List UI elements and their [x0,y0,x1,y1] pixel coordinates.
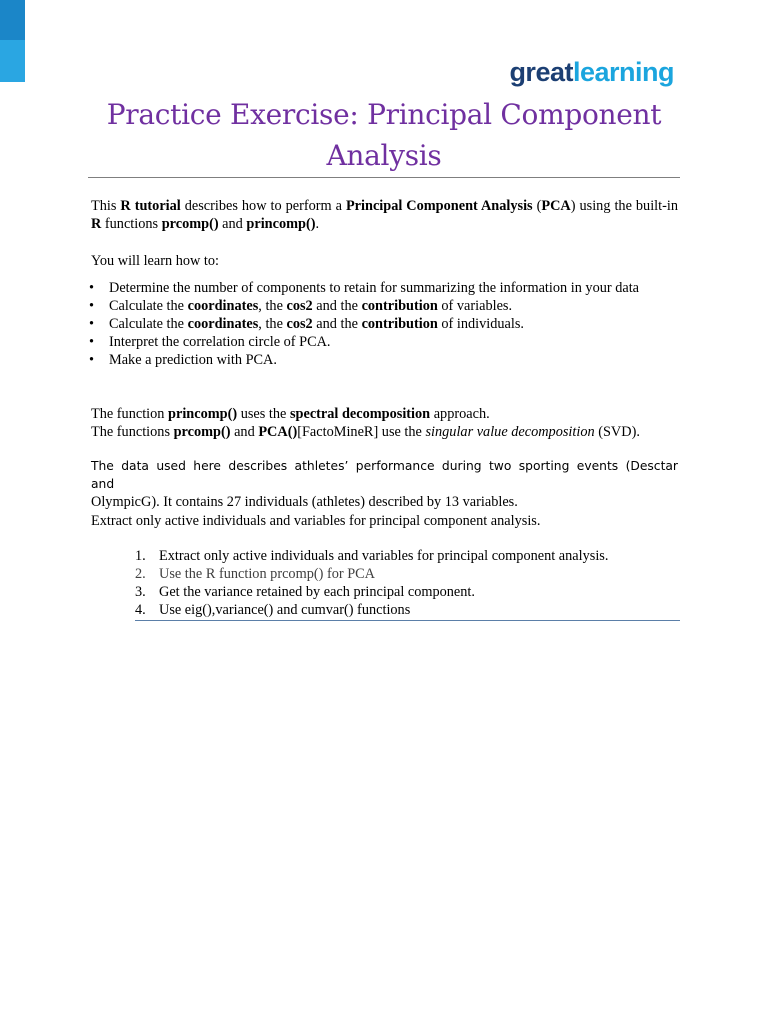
intro-text: . [315,216,320,232]
step-number: 1. [135,548,146,564]
step-item [135,601,680,619]
functions-text: [FactoMineR] use the [297,424,426,440]
exercise-steps-list [135,547,680,619]
step-item [135,583,680,601]
list-item-text: , the [258,298,287,314]
intro-bold: R tutorial [120,198,181,214]
step-number: 2. [135,566,146,582]
list-item-text: Calculate the [109,298,188,314]
list-item-bold: coordinates [187,298,259,314]
step-item [135,547,680,565]
functions-bold: spectral decomposition [289,406,431,422]
step-text: Extract only active individuals and variables for principal component analysis. [159,548,609,564]
data-description-line-1: The data used here describes athletes’ performance during two sporting events (Desctar and [91,459,678,491]
intro-bold: princomp() [246,216,316,232]
functions-text: The functions [91,424,174,440]
list-item-bold: coordinates [187,316,259,332]
title-line-1: Practice Exercise: Principal Component [106,98,662,131]
intro-bold: prcomp() [161,216,219,232]
intro-paragraph [91,197,678,233]
step-number: 3. [135,584,146,600]
logo-great: great [509,57,573,87]
list-item-text: and the [312,316,362,332]
bullet-icon: • [89,280,95,296]
list-item-text: of individuals. [437,316,525,332]
list-item-text: Interpret the correlation circle of PCA. [109,334,331,350]
list-item-text: and the [312,298,362,314]
list-item [91,351,691,369]
intro-text: ) using the built-in [570,198,678,214]
bullet-icon: • [89,334,95,350]
list-item-bold: contribution [361,298,438,314]
list-item-text: Determine the number of components to retain for summarizing the information in your data [109,280,640,296]
intro-text: and [218,216,247,232]
accent-bar-dark [0,0,25,40]
bullet-icon: • [89,352,95,368]
learn-heading: You will learn how to: [91,253,220,269]
extract-paragraph: Extract only active individuals and variables for principal component analysis. [91,513,541,529]
functions-bold: PCA() [258,424,298,440]
step-text: Use eig(),variance() and cumvar() functions [159,602,411,618]
step-item [135,565,680,583]
data-description-line-2: OlympicG). It contains 27 individuals (athletes) described by 13 variables. [91,494,518,510]
title-line-2: Analysis [326,139,442,172]
list-item-bold: cos2 [286,316,313,332]
list-item-text: of variables. [437,298,513,314]
functions-text: uses the [237,406,290,422]
intro-text: functions [101,216,162,232]
title-divider [88,177,680,178]
functions-bold: princomp() [168,406,238,422]
list-item [91,279,691,297]
functions-line-2 [91,423,678,441]
accent-bar-light [0,40,25,82]
intro-text: ( [532,198,542,214]
list-item [91,297,691,315]
list-item-text: , the [258,316,287,332]
steps-divider [135,620,680,621]
data-description [91,457,678,511]
step-number: 4. [135,602,146,618]
list-item-bold: cos2 [286,298,313,314]
page-title [88,94,680,176]
step-text: Get the variance retained by each principal component. [159,584,475,600]
intro-bold: Principal Component Analysis [345,198,533,214]
list-item [91,333,691,351]
functions-bold: prcomp() [173,424,231,440]
step-text: Use the R function prcomp() for PCA [159,566,376,582]
functions-line-1 [91,405,678,423]
list-item-bold: contribution [361,316,438,332]
greatlearning-logo [509,56,674,88]
functions-italic: singular value decomposition [425,424,595,440]
intro-bold: PCA [541,198,571,214]
list-item-text: Make a prediction with PCA. [109,352,277,368]
functions-text: The function [91,406,169,422]
bullet-icon: • [89,316,95,332]
intro-text: describes how to perform a [180,198,346,214]
bullet-icon: • [89,298,95,314]
intro-text: This [91,198,121,214]
functions-text: approach. [430,406,490,422]
list-item-text: Calculate the [109,316,188,332]
functions-text: and [230,424,259,440]
logo-learning: learning [572,57,674,87]
list-item [91,315,691,333]
functions-text: (SVD). [594,424,640,440]
learning-goals-list [91,279,691,369]
intro-bold: R [91,216,102,232]
